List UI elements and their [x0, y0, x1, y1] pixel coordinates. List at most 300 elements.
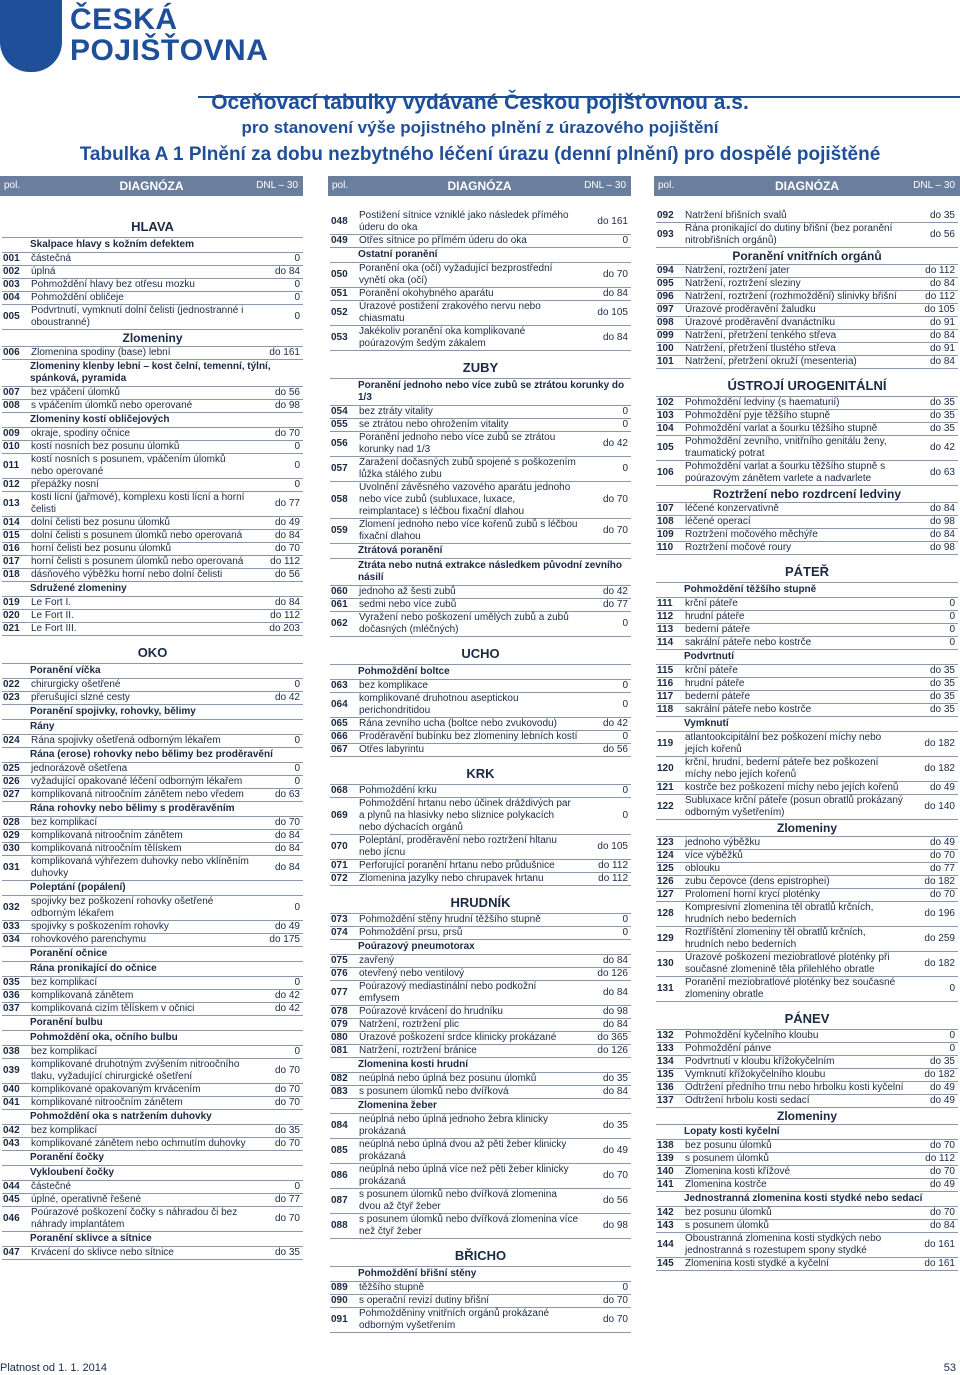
- table-row: [656, 952, 958, 977]
- benefit-days: do 49: [274, 921, 300, 932]
- section-heading: OKO: [2, 636, 303, 664]
- benefit-days: do 56: [274, 387, 300, 398]
- benefit-days: do 70: [274, 817, 300, 828]
- diagnosis-text: komplikovaná nitroočním zánětem nebo vředem: [31, 789, 244, 800]
- benefit-days: 0: [294, 902, 300, 913]
- benefit-days: do 42: [929, 442, 955, 453]
- diagnosis-text: s vpáčením úlomků nebo operované: [31, 400, 193, 411]
- table-row: [330, 693, 631, 718]
- table-row: [2, 387, 303, 400]
- table-row: [2, 347, 303, 360]
- diagnosis-text: sakrální páteře nebo kostrče: [685, 637, 812, 648]
- diagnosis-text: Úrazové poškození meziobratlové ploténky při současné zlomenině těla přilehlého obratle: [685, 952, 890, 975]
- benefit-days: do 63: [274, 789, 300, 800]
- diagnosis-code: 123: [657, 837, 674, 848]
- subsection-heading: Poleptání (popálení): [2, 881, 303, 896]
- subsection-heading: Zlomeniny: [656, 1108, 958, 1125]
- benefit-days: do 112: [270, 556, 300, 567]
- diagnosis-code: 095: [657, 278, 674, 289]
- diagnosis-code: 133: [657, 1043, 674, 1054]
- diagnosis-text: částečná: [31, 253, 72, 264]
- benefit-days: 0: [622, 463, 628, 474]
- diagnosis-text: rohovkového parenchymu: [31, 934, 147, 945]
- subsection-heading: Pohmoždění oka s natržením duhovky: [2, 1110, 303, 1125]
- diagnosis-code: 026: [3, 776, 20, 787]
- table-row: [2, 1207, 303, 1232]
- table-row: [330, 835, 631, 860]
- diagnosis-code: 020: [3, 610, 20, 621]
- page-title: Oceňovací tabulky vydávané Českou pojišťovnou a.s.: [211, 91, 749, 114]
- benefit-days: do 35: [929, 423, 955, 434]
- table-row: [330, 914, 631, 927]
- diagnosis-code: 105: [657, 442, 674, 453]
- subsection-heading: Rána pronikající do očnice: [2, 962, 303, 977]
- benefit-days: do 365: [597, 1032, 628, 1043]
- table-row: [656, 304, 958, 317]
- diagnosis-code: 114: [657, 637, 674, 648]
- diagnosis-code: 027: [3, 789, 20, 800]
- diagnosis-text: komplikovaná nitroočním zánětem: [31, 830, 183, 841]
- diagnosis-text: spojivky bez poškození rohovky ošetřené odborným lékařem: [31, 896, 214, 919]
- diagnosis-text: krční, hrudní, bederní páteře bez poškození míchy nebo jejích kořenů: [685, 757, 879, 780]
- benefit-days: do 56: [602, 1195, 628, 1206]
- diagnosis-code: 036: [3, 990, 20, 1001]
- benefit-days: 0: [294, 679, 300, 690]
- diagnosis-text: s posunem úlomků: [685, 1220, 769, 1231]
- table-row: [656, 1082, 958, 1095]
- benefit-days: do 84: [929, 1220, 955, 1231]
- logo-text: ČESKÁ POJIŠŤOVNA: [70, 3, 269, 67]
- table-row: [656, 757, 958, 782]
- table-row: [330, 1282, 631, 1295]
- diagnosis-text: Pohmoždění hlavy bez otřesu mozku: [31, 279, 195, 290]
- benefit-days: do 35: [929, 691, 955, 702]
- table-row: [2, 556, 303, 569]
- diagnosis-text: Poúrazový mediastinální nebo podkožní emfysem: [359, 981, 537, 1004]
- benefit-days: do 70: [274, 543, 300, 554]
- diagnosis-code: 103: [657, 410, 674, 421]
- diagnosis-code: 053: [331, 332, 348, 343]
- subsection-heading: Zlomeniny kostí obličejových: [2, 413, 303, 428]
- diagnosis-text: více výběžků: [685, 850, 743, 861]
- diagnosis-text: oblouku: [685, 863, 721, 874]
- table-row: [2, 492, 303, 517]
- diagnosis-code: 142: [657, 1207, 674, 1218]
- diagnosis-code: 135: [657, 1069, 674, 1080]
- benefit-days: do 56: [929, 229, 955, 240]
- diagnosis-code: 128: [657, 908, 674, 919]
- subsection-heading: Lopaty kosti kyčelní: [656, 1125, 958, 1140]
- table-row: [2, 830, 303, 843]
- diagnosis-text: Natržení, roztržení sleziny: [685, 278, 801, 289]
- table-row: [656, 330, 958, 343]
- diagnosis-text: Pohmoždění kyčelního kloubu: [685, 1030, 819, 1041]
- benefit-days: do 84: [274, 843, 300, 854]
- benefit-days: do 70: [274, 1138, 300, 1149]
- benefit-days: 0: [622, 810, 628, 821]
- table-row: [330, 981, 631, 1006]
- benefit-days: 0: [294, 253, 300, 264]
- diagnosis-text: Natržení, přetržení tenkého střeva: [685, 330, 837, 341]
- table-row: [2, 279, 303, 292]
- diagnosis-code: 100: [657, 343, 674, 354]
- table-row: [656, 732, 958, 757]
- subsection-heading: Zlomeniny: [2, 330, 303, 347]
- benefit-days: do 84: [929, 503, 955, 514]
- diagnosis-code: 064: [331, 699, 348, 710]
- benefit-days: do 70: [274, 1065, 300, 1076]
- benefit-days: do 42: [602, 438, 628, 449]
- benefit-days: do 35: [929, 1056, 955, 1067]
- table-row: [656, 782, 958, 795]
- benefit-days: do 98: [602, 1006, 628, 1017]
- table-row: [656, 876, 958, 889]
- table-row: [330, 860, 631, 873]
- diagnosis-code: 031: [3, 862, 20, 873]
- table-row: [656, 1069, 958, 1082]
- diagnosis-text: Pohmoždění varlat a šourku těžšího stupně: [685, 423, 878, 434]
- diagnosis-code: 117: [657, 691, 674, 702]
- table-row: [656, 529, 958, 542]
- table-row: [330, 1114, 631, 1139]
- diagnosis-code: 074: [331, 927, 348, 938]
- diagnosis-code: 033: [3, 921, 20, 932]
- benefit-days: 0: [949, 983, 955, 994]
- diagnosis-text: otevřený nebo ventilový: [359, 968, 465, 979]
- benefit-days: do 84: [602, 955, 628, 966]
- diagnosis-code: 037: [3, 1003, 20, 1014]
- table-row: [656, 665, 958, 678]
- diagnosis-text: Natržení, přetržení tlustého střeva: [685, 343, 836, 354]
- benefit-days: do 112: [598, 860, 628, 871]
- benefit-days: do 42: [602, 718, 628, 729]
- benefit-days: 0: [622, 680, 628, 691]
- table-row: [2, 1181, 303, 1194]
- table-row: [330, 1214, 631, 1239]
- diagnosis-code: 029: [3, 830, 20, 841]
- benefit-days: do 35: [929, 397, 955, 408]
- diagnosis-text: Jakékoliv poranění oka komplikované poúrazovým šedým zákalem: [359, 326, 526, 349]
- diagnosis-text: kosti lícní (jařmové), komplexu kosti lícní a horní čelisti: [31, 492, 245, 515]
- diagnosis-text: atlantookcipitální bez poškození míchy nebo jejích kořenů: [685, 732, 882, 755]
- diagnosis-text: Zlomenina kostrče: [685, 1179, 767, 1190]
- benefit-days: do 203: [269, 623, 300, 634]
- diagnosis-code: 136: [657, 1082, 674, 1093]
- benefit-days: do 105: [597, 307, 628, 318]
- subsection-heading: Pohmoždění boltce: [330, 665, 631, 680]
- benefit-days: do 49: [929, 1095, 955, 1106]
- column-header: pol. DIAGNÓZA DNL – 30: [654, 176, 960, 196]
- diagnosis-code: 097: [657, 304, 674, 315]
- diagnosis-text: krční páteře: [685, 665, 738, 676]
- diagnosis-text: hrudní páteře: [685, 611, 745, 622]
- table-row: [656, 611, 958, 624]
- table-row: [330, 1139, 631, 1164]
- table-row: [330, 1189, 631, 1214]
- benefit-days: do 77: [274, 498, 300, 509]
- benefit-days: do 70: [602, 269, 628, 280]
- table-row: [2, 266, 303, 279]
- diagnosis-text: Natržení, roztržení jater: [685, 265, 790, 276]
- table-row: [656, 837, 958, 850]
- table-row: [656, 210, 958, 223]
- diagnosis-text: Zlomení jednoho nebo více kořenů zubů s léčbou fixační dlahou: [359, 519, 578, 542]
- benefit-days: do 182: [924, 876, 955, 887]
- diagnosis-code: 011: [3, 460, 20, 471]
- diagnosis-text: zavřený: [359, 955, 395, 966]
- diagnosis-text: Úrazové postižení zrakového nervu nebo chiasmatu: [359, 301, 541, 324]
- diagnosis-code: 042: [3, 1125, 20, 1136]
- diagnosis-code: 067: [331, 744, 348, 755]
- table-row: [330, 482, 631, 519]
- table-row: [330, 419, 631, 432]
- benefit-days: do 126: [597, 1045, 628, 1056]
- diagnosis-text: komplikované zánětem nebo ochrnutím duhovky: [31, 1138, 246, 1149]
- table-row: [656, 889, 958, 902]
- diagnosis-code: 068: [331, 785, 348, 796]
- diagnosis-code: 003: [3, 279, 20, 290]
- table-row: [330, 1086, 631, 1099]
- table-row: [656, 542, 958, 555]
- benefit-days: do 112: [925, 291, 955, 302]
- column-header: pol. DIAGNÓZA DNL – 30: [328, 176, 631, 196]
- benefit-days: do 70: [602, 525, 628, 536]
- page-subtitle: pro stanovení výše pojistného plnění z úrazového pojištění: [241, 118, 719, 137]
- diagnosis-text: komplikovaná zánětem: [31, 990, 134, 1001]
- diagnosis-text: komplikovaná cizím tělískem v očnici: [31, 1003, 195, 1014]
- diagnosis-code: 115: [657, 665, 674, 676]
- benefit-days: do 84: [274, 830, 300, 841]
- benefit-days: do 70: [274, 428, 300, 439]
- benefit-days: do 70: [602, 1314, 628, 1325]
- benefit-days: 0: [294, 763, 300, 774]
- diagnosis-text: spojivky s poškozením rohovky: [31, 921, 169, 932]
- table-row: [330, 744, 631, 757]
- diagnosis-text: dolní čelisti bez posunu úlomků: [31, 517, 170, 528]
- benefit-days: do 42: [602, 586, 628, 597]
- diagnosis-text: přerušující slzné cesty: [31, 692, 130, 703]
- diagnosis-code: 030: [3, 843, 20, 854]
- diagnosis-text: jednorázově ošetřena: [31, 763, 128, 774]
- diagnosis-code: 118: [657, 704, 674, 715]
- table-row: [330, 798, 631, 835]
- diagnosis-text: Kompresivní zlomenina těl obratlů krčních, hrudních nebo bederních: [685, 902, 874, 925]
- page-number: 53: [943, 1362, 956, 1374]
- table-row: [2, 1194, 303, 1207]
- diagnosis-text: Prolomení horní krycí ploténky: [685, 889, 821, 900]
- table-row: [330, 210, 631, 235]
- diagnosis-code: 085: [331, 1145, 348, 1156]
- subsection-heading: Vymknutí: [656, 717, 958, 732]
- table-row: [2, 934, 303, 947]
- table-row: [2, 776, 303, 789]
- diagnosis-text: komplikované druhotným zvýšením nitroočního tlaku, vyžadující chirurgické ošetření: [31, 1059, 240, 1082]
- diagnosis-text: Pohmoždění stěny hrudní těžšího stupně: [359, 914, 541, 925]
- diagnosis-text: Otřes labyrintu: [359, 744, 425, 755]
- diagnosis-text: léčené konzervativně: [685, 503, 779, 514]
- benefit-days: do 84: [274, 597, 300, 608]
- diagnosis-code: 071: [331, 860, 348, 871]
- diagnosis-text: neúplná nebo úplná jednoho žebra klinicky prokázaná: [359, 1114, 549, 1137]
- table-row: [656, 265, 958, 278]
- benefit-days: do 49: [274, 517, 300, 528]
- diagnosis-text: Pohmoždění zevního, vnitřního genitálu ženy, traumatický potrat: [685, 436, 887, 459]
- diagnosis-code: 107: [657, 503, 674, 514]
- diagnosis-code: 050: [331, 269, 348, 280]
- section-heading: HLAVA: [2, 210, 303, 238]
- table-row: [2, 843, 303, 856]
- diagnosis-code: 072: [331, 873, 348, 884]
- benefit-days: do 56: [602, 744, 628, 755]
- diagnosis-text: dásňového výběžku horní nebo dolní čelisti: [31, 569, 223, 580]
- diagnosis-code: 112: [657, 611, 674, 622]
- subsection-heading: Zlomeniny klenby lební – kost čelní, temenní, týlní, spánková, pyramida: [2, 360, 303, 387]
- table-row: [656, 691, 958, 704]
- benefit-days: 0: [294, 1046, 300, 1057]
- diagnosis-code: 099: [657, 330, 674, 341]
- diagnosis-text: Poleptání, proděravění nebo roztržení hltanu nebo jícnu: [359, 835, 557, 858]
- diagnosis-text: okraje, spodiny očnice: [31, 428, 130, 439]
- diagnosis-code: 137: [657, 1095, 674, 1106]
- diagnosis-code: 022: [3, 679, 20, 690]
- logo: [0, 0, 269, 80]
- diagnosis-text: Krvácení do sklivce nebo sítnice: [31, 1247, 174, 1258]
- benefit-days: do 35: [274, 1125, 300, 1136]
- diagnosis-text: bez komplikace: [359, 680, 428, 691]
- section-heading: BŘICHO: [330, 1239, 631, 1267]
- table-row: [330, 457, 631, 482]
- benefit-days: do 70: [929, 889, 955, 900]
- subsection-heading: Zlomenina kosti hrudní: [330, 1058, 631, 1073]
- diagnosis-code: 104: [657, 423, 674, 434]
- diagnosis-text: úplné, operativně řešené: [31, 1194, 142, 1205]
- diagnosis-text: Zlomenina kosti křížové: [685, 1166, 791, 1177]
- table-row: [656, 678, 958, 691]
- diagnosis-text: Odtržení předního trnu nebo hrbolku kosti kyčelní: [685, 1082, 904, 1093]
- diagnosis-text: přepážky nosní: [31, 479, 99, 490]
- diagnosis-text: Proděravění bubínku bez zlomeniny lebních kostí: [359, 731, 578, 742]
- diagnosis-text: Roztříštění zlomeniny těl obratlů krčních, hrudních nebo bederních: [685, 927, 866, 950]
- table-row: [330, 432, 631, 457]
- diagnosis-code: 032: [3, 902, 20, 913]
- diagnosis-text: Uvolnění závěsného vazového aparátu jednoho nebo více zubů (subluxace, luxace, reimplantace) s léčbou fixační dlahou: [359, 482, 571, 517]
- benefit-days: do 70: [929, 1207, 955, 1218]
- table-row: [2, 1003, 303, 1016]
- diagnosis-text: Natržení, roztržení bránice: [359, 1045, 477, 1056]
- table-row: [656, 902, 958, 927]
- diagnosis-code: 048: [331, 216, 348, 227]
- diagnosis-code: 065: [331, 718, 348, 729]
- diagnosis-text: Zlomenina kosti stydké a kyčelní: [685, 1258, 829, 1269]
- diagnosis-code: 140: [657, 1166, 674, 1177]
- diagnosis-code: 056: [331, 438, 348, 449]
- diagnosis-code: 134: [657, 1056, 674, 1067]
- benefit-days: do 42: [274, 1003, 300, 1014]
- diagnosis-text: bederní páteře: [685, 691, 751, 702]
- diagnosis-text: Poranění meziobratlové ploténky bez současné zlomeniny obratle: [685, 977, 896, 1000]
- table-row: [330, 263, 631, 288]
- diagnosis-code: 092: [657, 210, 674, 221]
- table-column-middle: [330, 210, 631, 1333]
- diagnosis-text: Postižení sítnice vzniklé jako následek přímého úderu do oka: [359, 210, 569, 233]
- diagnosis-code: 116: [657, 678, 674, 689]
- diagnosis-text: bez posunu úlomků: [685, 1207, 772, 1218]
- benefit-days: do 49: [602, 1145, 628, 1156]
- benefit-days: do 182: [924, 763, 955, 774]
- diagnosis-text: Le Fort III.: [31, 623, 77, 634]
- benefit-days: 0: [949, 1043, 955, 1054]
- benefit-days: do 70: [929, 1166, 955, 1177]
- benefit-days: do 105: [597, 841, 628, 852]
- diagnosis-code: 113: [657, 624, 674, 635]
- benefit-days: 0: [622, 618, 628, 629]
- benefit-days: do 70: [929, 850, 955, 861]
- table-row: [2, 692, 303, 705]
- diagnosis-code: 141: [657, 1179, 674, 1190]
- diagnosis-text: Poranění oka (očí) vyžadující bezprostřední vynětí oka (očí): [359, 263, 553, 286]
- table-row: [2, 735, 303, 748]
- diagnosis-text: Natržení, přetržení okruží (mesenteria): [685, 356, 857, 367]
- diagnosis-text: Úrazové poškození srdce klinicky prokázané: [359, 1032, 557, 1043]
- benefit-days: do 70: [274, 1213, 300, 1224]
- diagnosis-text: komplikované nitroočním zánětem: [31, 1097, 183, 1108]
- benefit-days: do 84: [274, 862, 300, 873]
- diagnosis-text: neúplná nebo úplná bez posunu úlomků: [359, 1073, 537, 1084]
- diagnosis-code: 043: [3, 1138, 20, 1149]
- table-row: [656, 291, 958, 304]
- benefit-days: do 182: [924, 1069, 955, 1080]
- table-row: [330, 406, 631, 419]
- subsection-heading: Pohmoždění oka, očního bulbu: [2, 1031, 303, 1046]
- benefit-days: 0: [294, 441, 300, 452]
- table-row: [2, 517, 303, 530]
- table-row: [656, 637, 958, 650]
- diagnosis-code: 094: [657, 265, 674, 276]
- diagnosis-code: 110: [657, 542, 674, 553]
- benefit-days: do 161: [269, 347, 300, 358]
- table-row: [330, 599, 631, 612]
- table-row: [2, 817, 303, 830]
- table-row: [2, 977, 303, 990]
- benefit-days: do 182: [924, 958, 955, 969]
- diagnosis-code: 130: [657, 958, 674, 969]
- diagnosis-code: 063: [331, 680, 348, 691]
- benefit-days: do 84: [929, 356, 955, 367]
- diagnosis-code: 120: [657, 763, 674, 774]
- table-row: [330, 1295, 631, 1308]
- table-row: [2, 1046, 303, 1059]
- table-row: [656, 977, 958, 1002]
- table-row: [330, 519, 631, 544]
- diagnosis-text: komplikovaná nitroočním tělískem: [31, 843, 182, 854]
- diagnosis-code: 001: [3, 253, 20, 264]
- table-row: [2, 454, 303, 479]
- diagnosis-code: 087: [331, 1195, 348, 1206]
- subsection-heading: Jednostranná zlomenina kosti stydké nebo sedací: [656, 1192, 958, 1207]
- benefit-days: do 84: [602, 1019, 628, 1030]
- table-row: [656, 356, 958, 369]
- diagnosis-text: Poúrazové poškození čočky s náhradou či bez náhrady implantátem: [31, 1207, 238, 1230]
- diagnosis-code: 009: [3, 428, 20, 439]
- diagnosis-code: 057: [331, 463, 348, 474]
- table-row: [656, 343, 958, 356]
- diagnosis-code: 018: [3, 569, 20, 580]
- diagnosis-code: 143: [657, 1220, 674, 1231]
- benefit-days: do 77: [274, 1194, 300, 1205]
- subsection-heading: Skalpace hlavy s kožním defektem: [2, 238, 303, 253]
- benefit-days: 0: [622, 699, 628, 710]
- subsection-heading: Podvrtnutí: [656, 650, 958, 665]
